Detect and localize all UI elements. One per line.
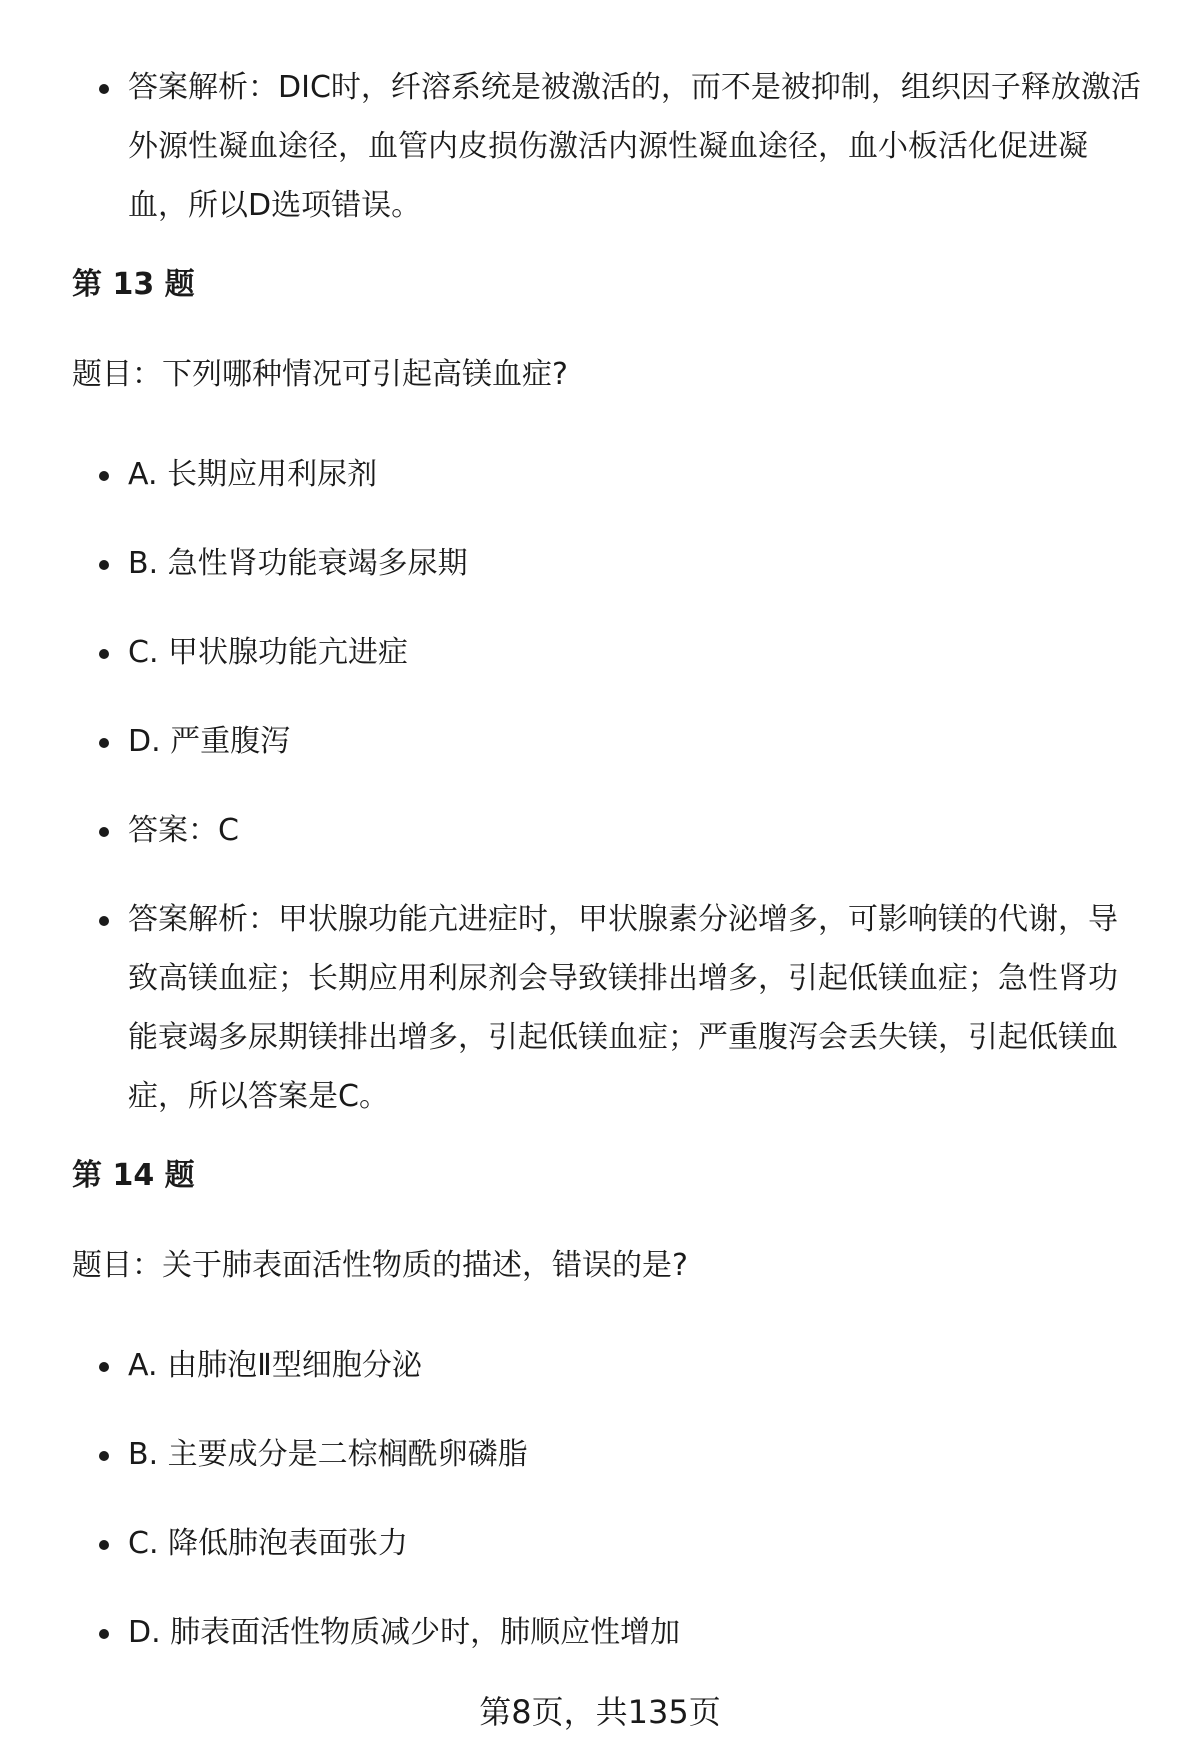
question-heading: 第 14 题 <box>72 1158 195 1193</box>
explanation-item: 答案解析：DIC时，纤溶系统是被激活的，而不是被抑制，组织因子释放激活外源性凝血途径，血管内皮损伤激活内源性凝血途径，血小板活化促进凝血，所以D选项错误。 <box>72 58 1142 235</box>
question-options-list <box>72 445 1142 1126</box>
answer-item: 答案：C <box>72 801 1142 860</box>
option-item: A. 由肺泡Ⅱ型细胞分泌 <box>72 1336 1142 1395</box>
option-item: C. 降低肺泡表面张力 <box>72 1514 1142 1573</box>
question-stem: 题目：关于肺表面活性物质的描述，错误的是? <box>72 1248 688 1283</box>
option-item: D. 严重腹泻 <box>72 712 1142 771</box>
explanation-item: 答案解析：甲状腺功能亢进症时，甲状腺素分泌增多，可影响镁的代谢，导致高镁血症；长期应用利尿剂会导致镁排出增多，引起低镁血症；急性肾功能衰竭多尿期镁排出增多，引起低镁血症；严重腹泻会丢失镁，引起低镁血症，所以答案是C。 <box>72 890 1142 1126</box>
question-heading: 第 13 题 <box>72 267 195 302</box>
option-item: C. 甲状腺功能亢进症 <box>72 623 1142 682</box>
question-stem: 题目：下列哪种情况可引起高镁血症? <box>72 357 568 392</box>
option-item: D. 肺表面活性物质减少时，肺顺应性增加 <box>72 1603 1142 1662</box>
page-number-footer: 第8页，共135页 <box>479 1693 721 1731</box>
question-options-list <box>72 1336 1142 1662</box>
option-item: A. 长期应用利尿剂 <box>72 445 1142 504</box>
prev-question-list <box>72 58 1142 235</box>
page-content <box>72 58 1142 1692</box>
option-item: B. 主要成分是二棕榈酰卵磷脂 <box>72 1425 1142 1484</box>
option-item: B. 急性肾功能衰竭多尿期 <box>72 534 1142 593</box>
